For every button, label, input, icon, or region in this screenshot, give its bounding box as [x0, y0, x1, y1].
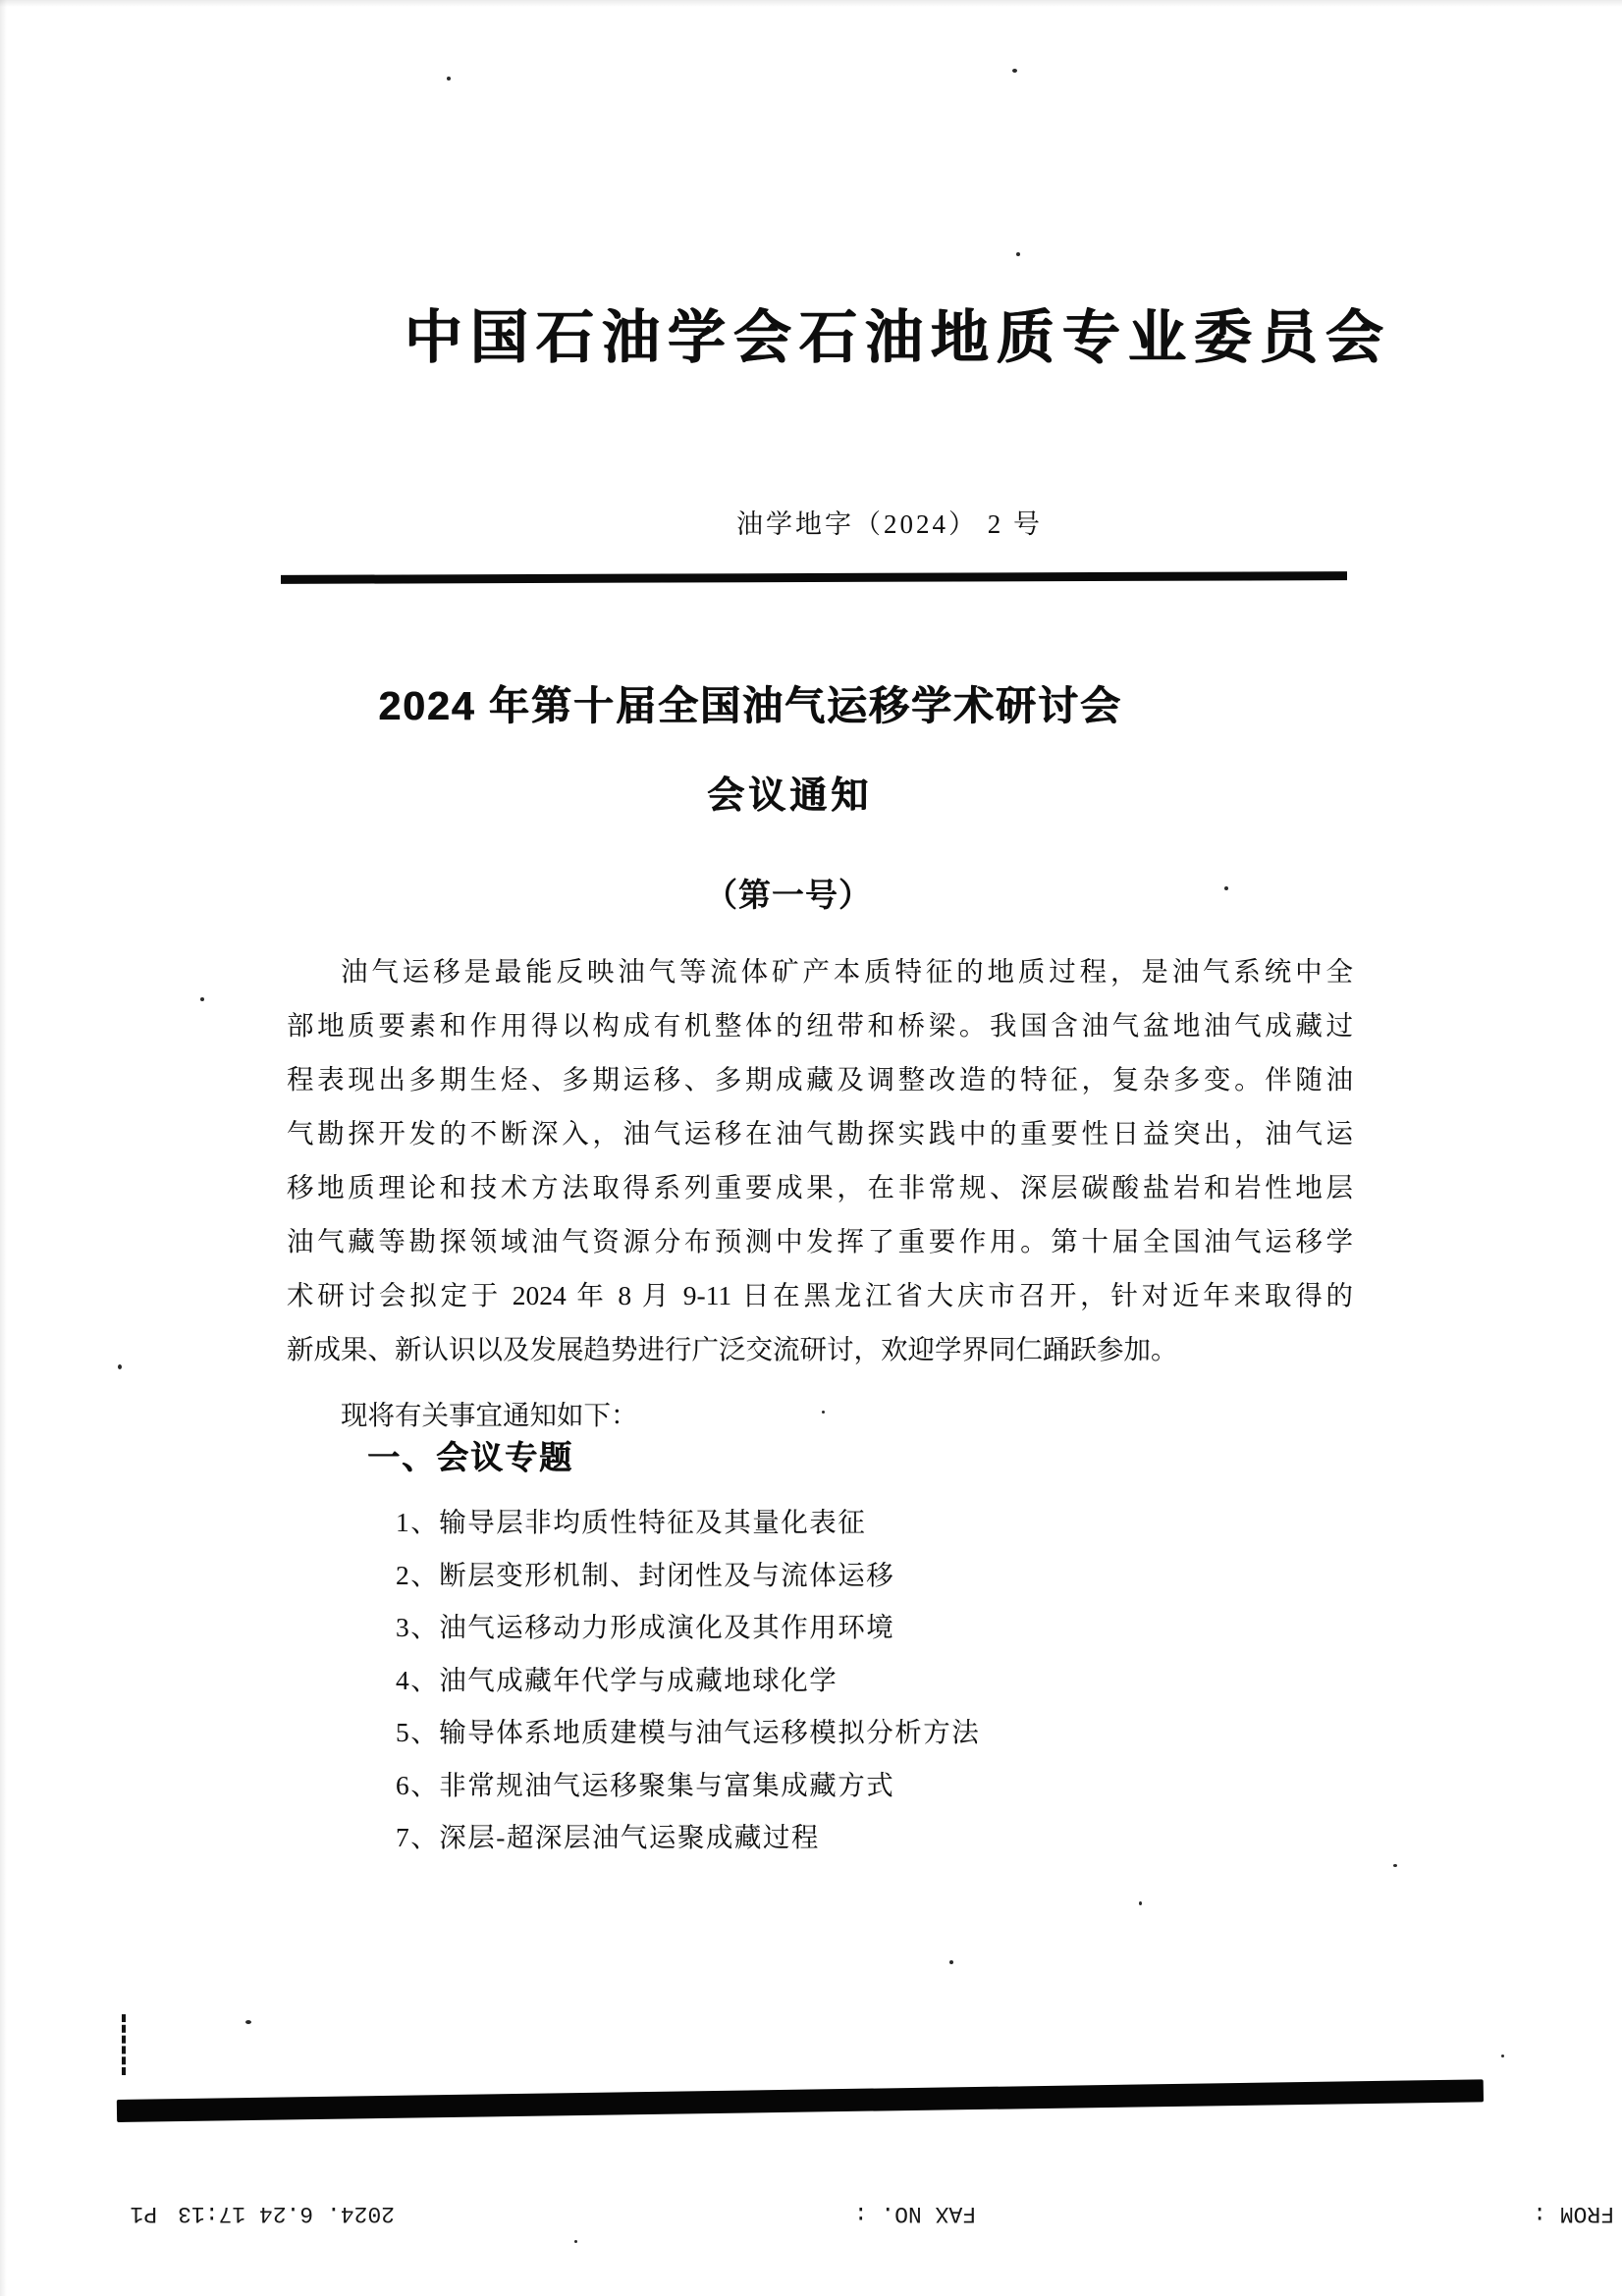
topic-item: 2、断层变形机制、封闭性及与流体运移 — [396, 1559, 895, 1590]
body-line: 气勘探开发的不断深入，油气运移在油气勘探实践中的重要性日益突出，油气运 — [287, 1118, 1353, 1148]
scan-speck — [1016, 252, 1020, 256]
scan-speck — [574, 2240, 577, 2243]
scan-edge-shadow-left — [0, 0, 7, 2296]
body-paragraph — [287, 944, 1353, 1376]
scan-edge-shadow-top — [0, 0, 1622, 7]
fax-page-indicator: P1 — [130, 2201, 157, 2226]
meeting-title-line2: 会议通知 — [706, 775, 872, 817]
fax-footer — [0, 2197, 1622, 2228]
issue-number: （第一号） — [705, 877, 872, 913]
scan-artifact-dashes — [122, 2014, 126, 2075]
body-line: 程表现出多期生烃、多期运移、多期成藏及调整改造的特征，复杂多变。伴随油 — [287, 1064, 1353, 1095]
scan-speck — [1501, 2055, 1504, 2057]
scan-speck — [949, 1960, 953, 1964]
topic-item: 6、非常规油气运移聚集与富集成藏方式 — [396, 1769, 895, 1800]
topic-item: 7、深层-超深层油气运聚成藏过程 — [396, 1822, 820, 1852]
scan-speck — [200, 997, 204, 1001]
scan-speck — [1139, 1901, 1142, 1905]
fax-number-label: FAX NO. : — [853, 2201, 976, 2226]
scan-speck — [245, 2020, 251, 2024]
topic-item: 5、输导体系地质建模与油气运移模拟分析方法 — [396, 1717, 981, 1747]
meeting-title-line1: 2024 年第十届全国油气运移学术研讨会 — [378, 683, 1122, 728]
fax-timestamp: 2024. 6.24 17:13 — [178, 2201, 395, 2226]
body-line: 新成果、新认识以及发展趋势进行广泛交流研讨，欢迎学界同仁踊跃参加。 — [287, 1334, 1178, 1364]
topic-item: 4、油气成藏年代学与成藏地球化学 — [396, 1664, 838, 1695]
scan-speck — [1393, 1864, 1397, 1867]
scan-speck — [1224, 886, 1228, 890]
scan-speck — [1012, 69, 1017, 73]
header-rule — [281, 571, 1347, 584]
scan-artifact-bar — [117, 2079, 1484, 2122]
notice-line: 现将有关事宜通知如下： — [341, 1400, 638, 1430]
doc-number: 油学地字（2024） 2 号 — [736, 509, 1043, 539]
body-line: 移地质理论和技术方法取得系列重要成果，在非常规、深层碳酸盐岩和岩性地层 — [287, 1172, 1353, 1202]
topics-list — [396, 1496, 980, 1864]
scan-speck — [447, 77, 451, 80]
scan-speck — [118, 1364, 122, 1369]
topic-item: 3、油气运移动力形成演化及其作用环境 — [396, 1612, 895, 1642]
section-heading-topics: 一、会议专题 — [367, 1439, 573, 1475]
fax-from-label: FROM : — [1533, 2201, 1614, 2226]
body-line: 术研讨会拟定于 2024 年 8 月 9-11 日在黑龙江省大庆市召开，针对近年来取得的 — [287, 1280, 1353, 1310]
body-line: 油气运移是最能反映油气等流体矿产本质特征的地质过程，是油气系统中全 — [341, 956, 1353, 987]
org-title: 中国石油学会石油地质专业委员会 — [404, 305, 1391, 370]
topic-item: 1、输导层非均质性特征及其量化表征 — [396, 1507, 867, 1537]
body-line: 部地质要素和作用得以构成有机整体的纽带和桥梁。我国含油气盆地油气成藏过 — [287, 1010, 1353, 1041]
body-line: 油气藏等勘探领域油气资源分布预测中发挥了重要作用。第十届全国油气运移学 — [287, 1226, 1353, 1256]
scan-speck — [822, 1411, 825, 1414]
